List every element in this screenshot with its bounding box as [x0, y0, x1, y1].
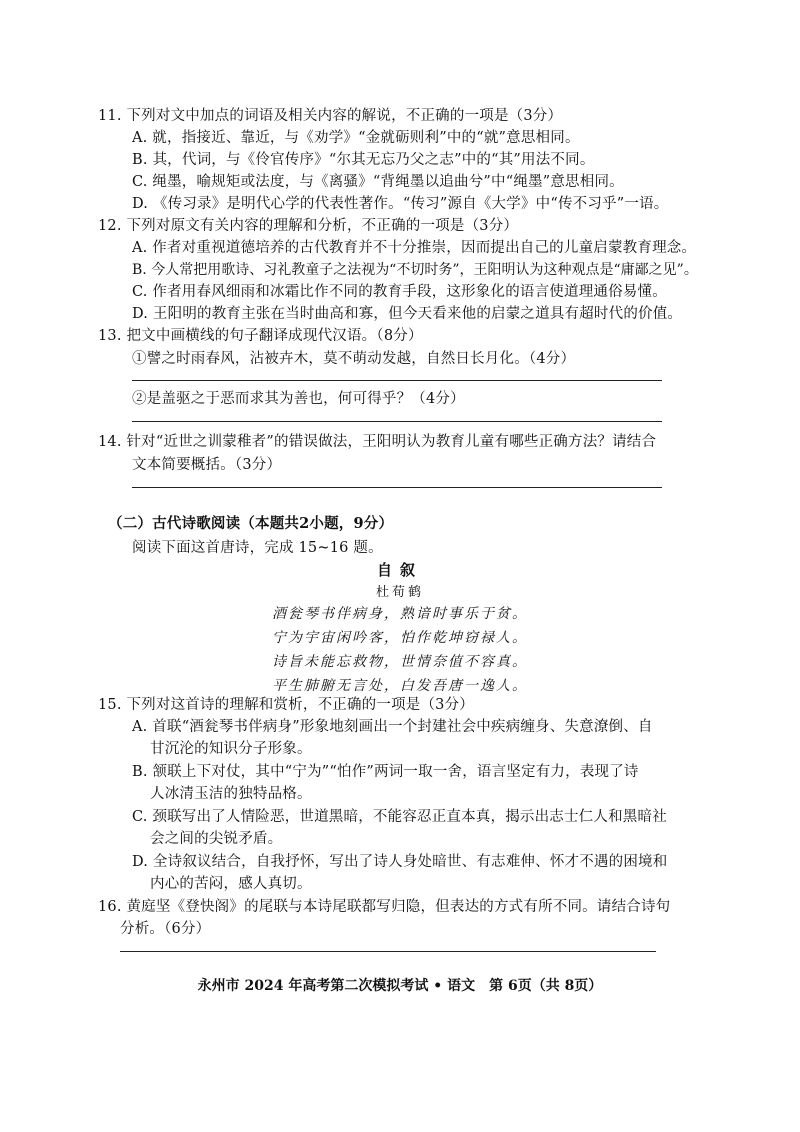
q16-line-2: 分析。（6分） — [120, 921, 211, 937]
q15-option-c-line-2: 会之间的尖锐矛盾。 — [150, 831, 283, 847]
q11-stem: 11. 下列对文中加点的词语及相关内容的解说，不正确的一项是（3分） — [98, 108, 563, 124]
q14-line-2: 文本简要概括。（3分） — [132, 457, 282, 473]
poem-author: 杜荀鹤 — [375, 585, 424, 600]
section-2-intro: 阅读下面这首唐诗，完成 15~16 题。 — [132, 540, 383, 556]
q13-answer-line-2[interactable] — [132, 421, 662, 422]
q12-option-c: C. 作者用春风细雨和冰霜比作不同的教育手段，这形象化的语言使道理通俗易懂。 — [132, 284, 667, 300]
q14-line-1: 14. 针对“近世之训蒙稚者”的错误做法，王阳明认为教育儿童有哪些正确方法？请结合 — [98, 434, 657, 450]
q13-sentence-1: ①譬之时雨春风，沾被卉木，莫不萌动发越，自然日长月化。（4分） — [132, 351, 576, 367]
q14-answer-line[interactable] — [132, 487, 662, 488]
q16-line-1: 16. 黄庭坚《登快阁》的尾联与本诗尾联都写归隐，但表达的方式有所不同。请结合诗句 — [98, 899, 671, 915]
q13-answer-line-1[interactable] — [132, 380, 662, 381]
poem-title: 自叙 — [376, 561, 423, 579]
q15-option-c-line-1: C. 颈联写出了人情险恶，世道黑暗，不能容忍正直本真，揭示出志士仁人和黑暗社 — [132, 809, 667, 825]
q15-option-a-line-2: 甘沉沦的知识分子形象。 — [150, 741, 312, 757]
q12-stem: 12. 下列对原文有关内容的理解和分析，不正确的一项是（3分） — [98, 218, 519, 234]
page-footer: 永州市 2024 年高考第二次模拟考试 • 语文 第 6页（共 8页） — [197, 978, 603, 994]
q16-answer-line[interactable] — [120, 951, 656, 952]
q12-option-d: D. 王阳明的教育主张在当时曲高和寡，但今天看来他的启蒙之道具有超时代的价值。 — [132, 306, 683, 322]
q11-option-d: D. 《传习录》是明代心学的代表性著作。“传习”源自《大学》中“传不习乎”一语。 — [132, 196, 669, 212]
poem-line-2: 宁为宇宙闲吟客，怕作乾坤窃禄人。 — [272, 630, 528, 646]
q15-option-d-line-2: 内心的苦闷，感人真切。 — [150, 876, 312, 892]
q11-option-b: B. 其，代词，与《伶官传序》“尔其无忘乃父之志”中的“其”用法不同。 — [132, 152, 595, 168]
q11-option-c: C. 绳墨，喻规矩或法度，与《离骚》“背绳墨以追曲兮”中“绳墨”意思相同。 — [132, 174, 624, 190]
poem-line-3: 诗旨未能忘救物，世情奈值不容真。 — [272, 654, 528, 670]
q15-stem: 15. 下列对这首诗的理解和赏析，不正确的一项是（3分） — [98, 697, 474, 713]
q12-option-b: B. 今人常把用歌诗、习礼教童子之法视为“不切时务”，王阳明认为这种观点是“庸鄙之见”。 — [132, 262, 698, 278]
poem-line-4: 平生肺腑无言处，白发吾唐一逸人。 — [272, 678, 528, 694]
q12-option-a: A. 作者对重视道德培养的古代教育并不十分推崇，因而提出自己的儿童启蒙教育理念。 — [132, 240, 697, 256]
q15-option-b-line-1: B. 颔联上下对仗，其中“宁为”“怕作”两词一取一舍，语言坚定有力，表现了诗 — [132, 764, 639, 780]
q15-option-d-line-1: D. 全诗叙议结合，自我抒怀，写出了诗人身处暗世、有志难伸、怀才不遇的困境和 — [132, 854, 668, 870]
poem-line-1: 酒瓮琴书伴病身，熟谙时事乐于贫。 — [272, 606, 528, 622]
q13-stem: 13. 把文中画横线的句子翻译成现代汉语。（8分） — [98, 328, 423, 344]
q13-sentence-2: ②是盖驱之于恶而求其为善也，何可得乎？（4分） — [132, 391, 465, 407]
q15-option-a-line-1: A. 首联“酒瓮琴书伴病身”形象地刻画出一个封建社会中疾病缠身、失意潦倒、自 — [132, 719, 653, 735]
q11-option-a: A. 就，指接近、靠近，与《劝学》“金就砺则利”中的“就”意思相同。 — [132, 130, 580, 146]
q15-option-b-line-2: 人冰清玉洁的独特品格。 — [150, 786, 312, 802]
section-2-title: （二）古代诗歌阅读（本题共2小题，9分） — [108, 515, 394, 532]
